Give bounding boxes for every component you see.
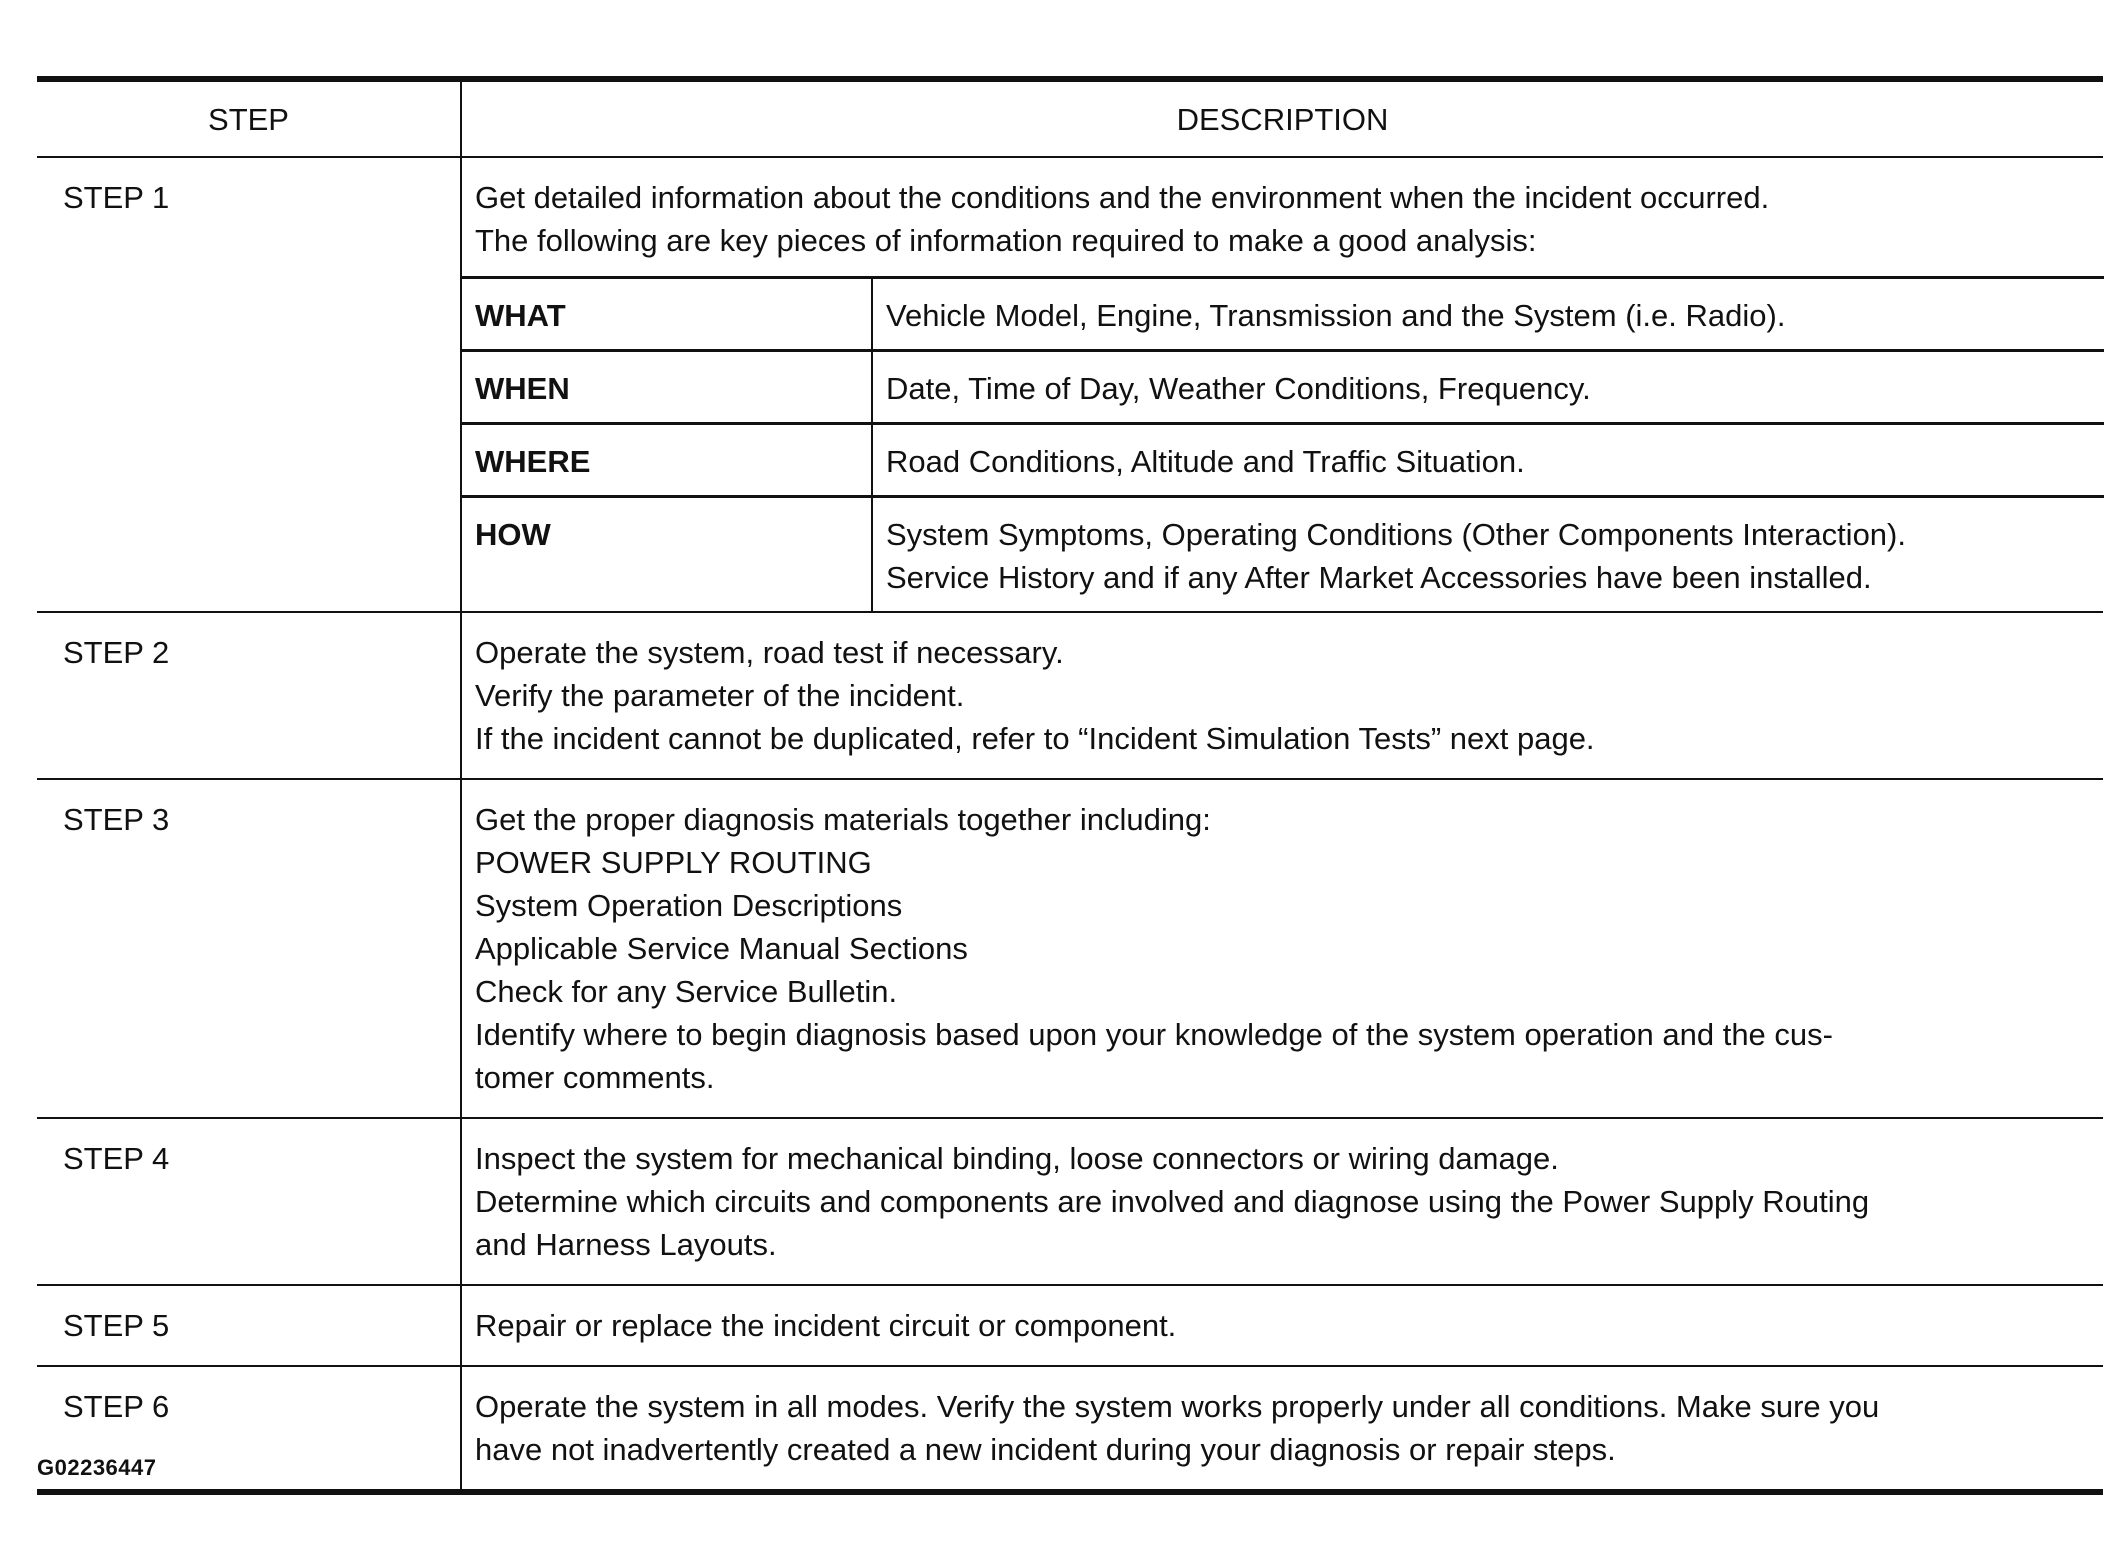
info-value bbox=[872, 424, 2104, 497]
description-line: tomer comments. bbox=[475, 1060, 715, 1095]
description-line: The following are key pieces of information required to make a good analysis: bbox=[475, 223, 1537, 258]
step-description bbox=[461, 612, 2103, 779]
info-value-line: Date, Time of Day, Weather Conditions, Frequency. bbox=[886, 371, 1591, 406]
info-value-line: Road Conditions, Altitude and Traffic Situation. bbox=[886, 444, 1525, 479]
description-line: Determine which circuits and components are involved and diagnose using the Power Supply Routing bbox=[475, 1184, 1870, 1219]
subtable-row bbox=[462, 424, 2104, 497]
info-value bbox=[872, 351, 2104, 424]
description-line: Get detailed information about the conditions and the environment when the incident occurred. bbox=[475, 180, 1770, 215]
description-line: Verify the parameter of the incident. bbox=[475, 678, 965, 713]
description-line: System Operation Descriptions bbox=[475, 888, 903, 923]
step-label: STEP 4 bbox=[37, 1118, 461, 1285]
step-label: STEP 6 bbox=[37, 1366, 461, 1492]
description-line: Get the proper diagnosis materials together including: bbox=[475, 802, 1211, 837]
description-line: POWER SUPPLY ROUTING bbox=[475, 845, 872, 880]
table-row bbox=[37, 1118, 2103, 1285]
description-column-header: DESCRIPTION bbox=[461, 79, 2103, 157]
step-description bbox=[461, 157, 2103, 612]
table-row bbox=[37, 1366, 2103, 1492]
table-row bbox=[37, 612, 2103, 779]
description-line: If the incident cannot be duplicated, refer to “Incident Simulation Tests” next page. bbox=[475, 721, 1595, 756]
description-line: Inspect the system for mechanical binding, loose connectors or wiring damage. bbox=[475, 1141, 1559, 1176]
table-header-row bbox=[37, 79, 2103, 157]
description-line: Operate the system, road test if necessary. bbox=[475, 635, 1064, 670]
info-key: WHEN bbox=[462, 351, 872, 424]
information-subtable bbox=[462, 276, 2104, 611]
description-line: Operate the system in all modes. Verify the system works properly under all conditions. Make sure you bbox=[475, 1389, 1880, 1424]
table-row bbox=[37, 157, 2103, 612]
subtable-row bbox=[462, 351, 2104, 424]
figure-code: G02236447 bbox=[37, 1455, 157, 1480]
description-line: Check for any Service Bulletin. bbox=[475, 974, 898, 1009]
step-description bbox=[461, 1285, 2103, 1366]
description-line: and Harness Layouts. bbox=[475, 1227, 777, 1262]
info-value-line: System Symptoms, Operating Conditions (Other Components Interaction). bbox=[886, 517, 1906, 552]
diagnostic-steps-sheet bbox=[37, 76, 2103, 1495]
info-value bbox=[872, 497, 2104, 612]
info-value-line: Vehicle Model, Engine, Transmission and the System (i.e. Radio). bbox=[886, 298, 1786, 333]
info-key: WHAT bbox=[462, 278, 872, 351]
step-label: STEP 3 bbox=[37, 779, 461, 1118]
description-line: have not inadvertently created a new incident during your diagnosis or repair steps. bbox=[475, 1432, 1616, 1467]
info-value bbox=[872, 278, 2104, 351]
table-row bbox=[37, 779, 2103, 1118]
step-description bbox=[461, 779, 2103, 1118]
step-column-header: STEP bbox=[37, 79, 461, 157]
subtable-row bbox=[462, 497, 2104, 612]
diagnostic-steps-table bbox=[37, 76, 2103, 1495]
description-line: Repair or replace the incident circuit or component. bbox=[475, 1308, 1177, 1343]
subtable-row bbox=[462, 278, 2104, 351]
step-label: STEP 1 bbox=[37, 157, 461, 612]
description-line: Applicable Service Manual Sections bbox=[475, 931, 968, 966]
step-label: STEP 2 bbox=[37, 612, 461, 779]
step-label: STEP 5 bbox=[37, 1285, 461, 1366]
description-line: Identify where to begin diagnosis based upon your knowledge of the system operation and the cus- bbox=[475, 1017, 1833, 1052]
step-description bbox=[461, 1118, 2103, 1285]
step-description bbox=[461, 1366, 2103, 1492]
info-value-line: Service History and if any After Market Accessories have been installed. bbox=[886, 560, 1872, 595]
table-row bbox=[37, 1285, 2103, 1366]
info-key: WHERE bbox=[462, 424, 872, 497]
info-key: HOW bbox=[462, 497, 872, 612]
